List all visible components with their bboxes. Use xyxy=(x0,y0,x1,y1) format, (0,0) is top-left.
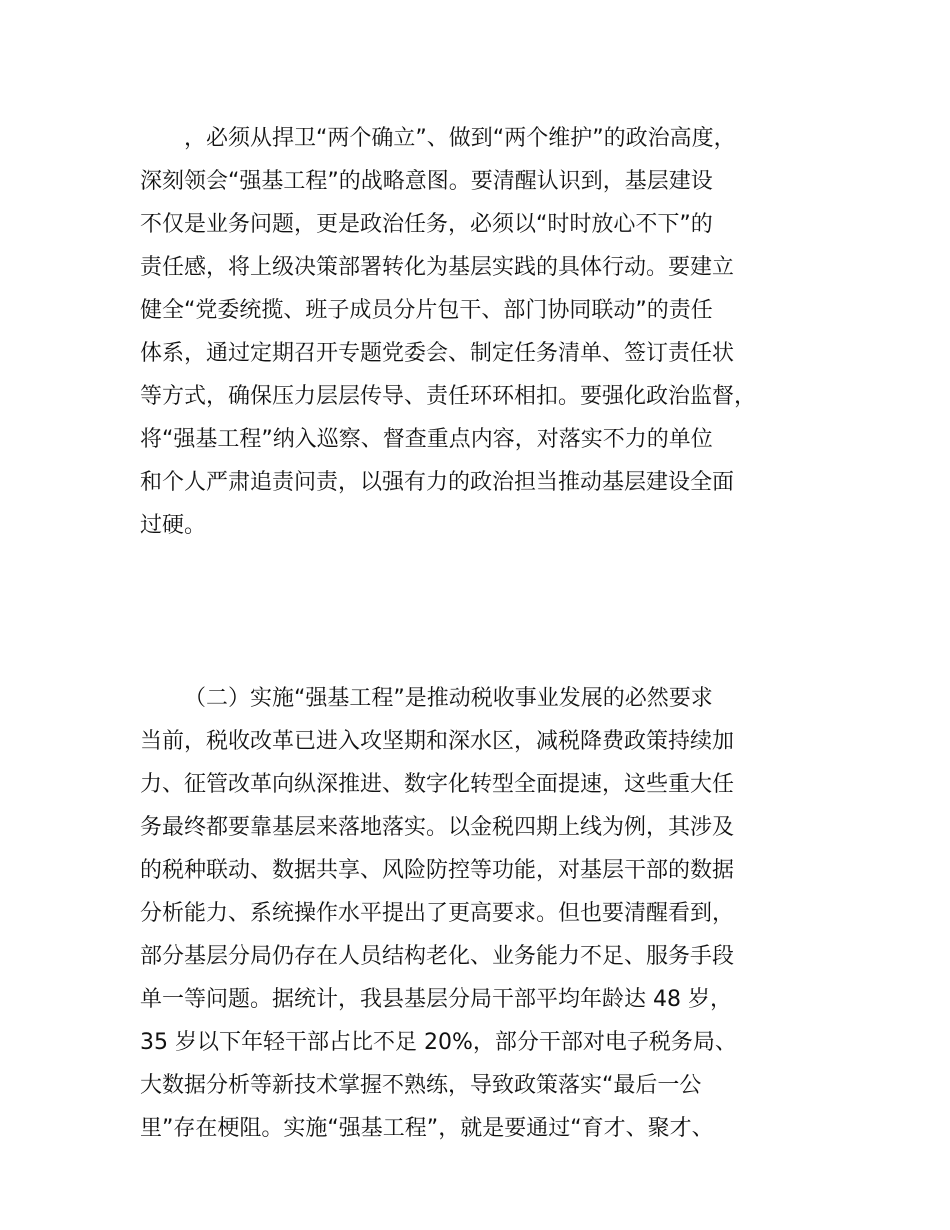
text-line: 体系，通过定期召开专题党委会、制定任务清单、签订责任状 xyxy=(140,341,735,366)
text-line: 深刻领会“强基工程”的战略意图。要清醒认识到，基层建设 xyxy=(140,169,713,194)
paragraph-2 xyxy=(140,677,840,1150)
text-line: ，必须从捍卫“两个确立”、做到“两个维护”的政治高度， xyxy=(184,126,736,151)
text-line: 等方式，确保压力层层传导、责任环环相扣。要强化政治监督， xyxy=(140,384,757,409)
text-line: 过硬。 xyxy=(140,513,207,538)
text-line: 里”存在梗阻。实施“强基工程”，就是要通过“育才、聚才、 xyxy=(140,1116,714,1141)
text-line: 将“强基工程”纳入巡察、督查重点内容，对落实不力的单位 xyxy=(140,427,713,452)
text-line: 单一等问题。据统计，我县基层分局干部平均年龄达 48 岁， xyxy=(140,987,732,1012)
text-line: 35 岁以下年轻干部占比不足 20%，部分干部对电子税务局、 xyxy=(140,1030,737,1055)
text-line: 当前，税收改革已进入攻坚期和深水区，减税降费政策持续加 xyxy=(140,729,735,754)
text-line: 部分基层分局仍存在人员结构老化、业务能力不足、服务手段 xyxy=(140,944,735,969)
text-line: 责任感，将上级决策部署转化为基层实践的具体行动。要建立 xyxy=(140,255,735,280)
text-line: 务最终都要靠基层来落地落实。以金税四期上线为例，其涉及 xyxy=(140,815,735,840)
text-line: 不仅是业务问题，更是政治任务，必须以“时时放心不下”的 xyxy=(140,212,713,237)
text-line: 健全“党委统揽、班子成员分片包干、部门协同联动”的责任 xyxy=(140,298,713,323)
text-line: 大数据分析等新技术掌握不熟练，导致政策落实“最后一公 xyxy=(140,1073,702,1098)
text-line: 和个人严肃追责问责，以强有力的政治担当推动基层建设全面 xyxy=(140,470,735,495)
paragraph-1 xyxy=(140,117,840,547)
section-heading: （二）实施“强基工程”是推动税收事业发展的必然要求 xyxy=(184,686,713,711)
text-line: 力、征管改革向纵深推进、数字化转型全面提速，这些重大任 xyxy=(140,772,735,797)
text-line: 分析能力、系统操作水平提出了更高要求。但也要清醒看到， xyxy=(140,901,735,926)
text-line: 的税种联动、数据共享、风险防控等功能，对基层干部的数据 xyxy=(140,858,735,883)
